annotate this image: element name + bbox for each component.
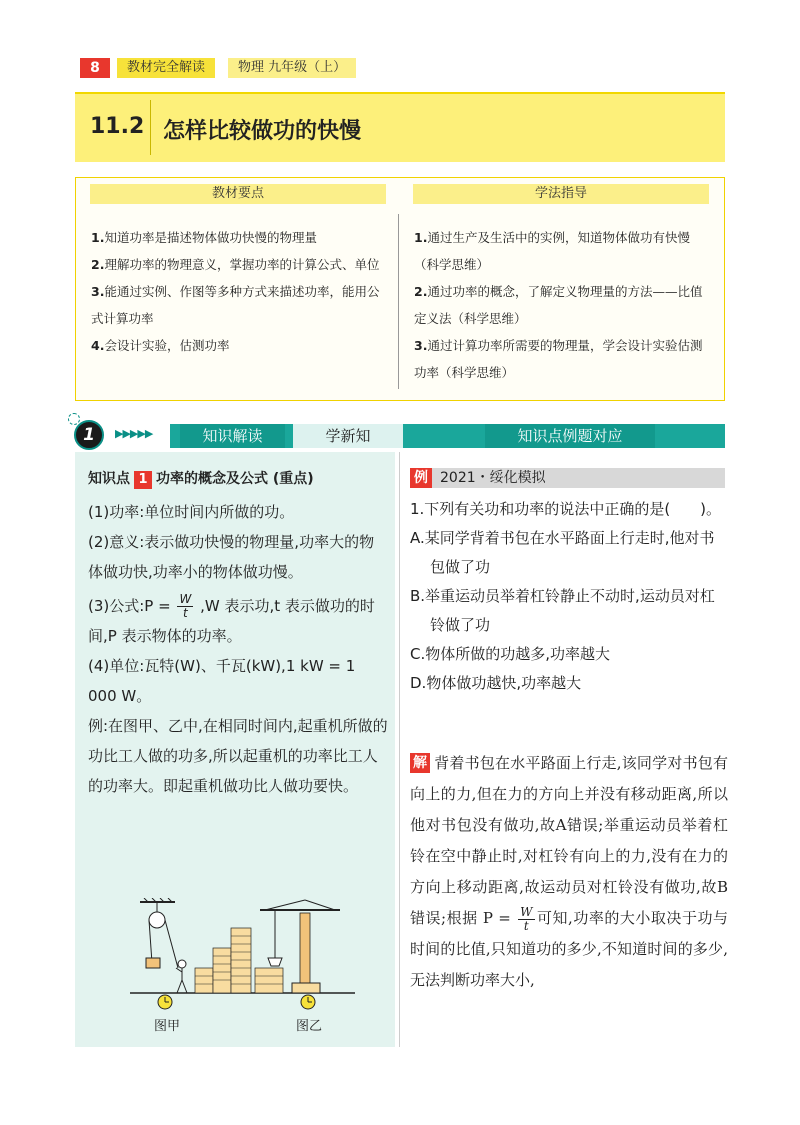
formula-fraction: $\frac{W}{t}$ <box>179 592 192 620</box>
figure-caption-b: 图乙 <box>296 1019 323 1034</box>
unit-paragraph: (4)单位:瓦特(W)、千瓦(kW),1 kW = 1 000 W。 <box>88 657 356 705</box>
example-paragraph: 例:在图甲、乙中,在相同时间内,起重机所做的功比工人做的功多,所以起重机的功率比工人的功率大。即起重机做功比人做功要快。 <box>88 717 388 795</box>
knowledge-body <box>88 497 388 801</box>
knowledge-point-number: 1 <box>134 471 152 489</box>
figure-caption-a: 图甲 <box>154 1019 181 1034</box>
key-point-item: 1.知道功率是描述物体做功快慢的物理量 <box>91 230 317 245</box>
key-points-list <box>91 224 387 359</box>
key-points-heading: 教材要点 <box>90 184 386 204</box>
comparison-illustration <box>130 898 355 1016</box>
section-title: 怎样比较做功的快慢 <box>163 119 362 144</box>
study-method-item: 1.通过生产及生活中的实例，知道物体做功有快慢（科学思维） <box>414 230 690 272</box>
formula-paragraph: (3)公式:P = $\frac{W}{t}$ ,W 表示功,t 表示做功的时间,P 表示物体的功率。 <box>88 592 375 645</box>
page-number: 8 <box>80 58 110 78</box>
book-title: 教材完全解读 <box>117 58 215 78</box>
option-c: C.物体所做的功越多,功率越大 <box>410 645 611 663</box>
title-divider <box>150 100 151 155</box>
solution-badge: 解 <box>410 753 430 773</box>
banner-label-knowledge: 知识解读 <box>180 424 285 448</box>
option-b: B.举重运动员举着杠铃静止不动时,运动员对杠铃做了功 <box>410 587 715 634</box>
banner-label-examples: 知识点例题对应 <box>485 424 655 448</box>
section-number: 11.2 <box>90 114 145 139</box>
banner-label-learn: 学新知 <box>293 424 403 448</box>
column-divider <box>399 452 400 1047</box>
definition-paragraph: (1)功率:单位时间内所做的功。 <box>88 503 295 521</box>
example-badge: 例 <box>410 468 432 488</box>
solution-fraction: $\frac{W}{t}$ <box>520 904 533 933</box>
banner-arrows-icon: ▶▶▶▶▶ <box>115 427 153 440</box>
study-method-heading: 学法指导 <box>413 184 709 204</box>
study-method-list <box>414 224 714 386</box>
question-stem: 1.下列有关功和功率的说法中正确的是( )。 <box>410 500 722 518</box>
key-points-divider <box>398 214 399 389</box>
example-source: 2021・绥化模拟 <box>440 470 546 486</box>
banner-badge: 1 <box>74 420 104 450</box>
question <box>410 495 728 698</box>
option-a: A.某同学背着书包在水平路面上行走时,他对书包做了功 <box>410 529 715 576</box>
book-subject: 物理 九年级（上） <box>228 58 356 78</box>
study-method-item: 2.通过功率的概念，了解定义物理量的方法——比值定义法（科学思维） <box>414 284 703 326</box>
knowledge-point-heading: 知识点 1 功率的概念及公式 (重点) <box>88 471 314 487</box>
key-point-item: 2.理解功率的物理意义，掌握功率的计算公式、单位 <box>91 257 380 272</box>
option-d: D.物体做功越快,功率越大 <box>410 674 582 692</box>
key-point-item: 3.能通过实例、作图等多种方式来描述功率，能用公式计算功率 <box>91 284 380 326</box>
key-point-item: 4.会设计实验，估测功率 <box>91 338 230 353</box>
meaning-paragraph: (2)意义:表示做功快慢的物理量,功率大的物体做功快,功率小的物体做功慢。 <box>88 533 375 581</box>
solution: 解 背着书包在水平路面上行走,该同学对书包有向上的力,但在力的方向上并没有移动距离,所以他对书包没有做功,故A错误;举重运动员举着杠铃在空中静止时,对杠铃有向上的力,没有在力的方向上移动距离,故运动员对杠铃没有做功,故B错误;根据 P = $\frac{W}{t}$ 可知,功率的大小取决于功与时间的比值,只知道功的多少,不知道时间的多少,无法判断功率大小, <box>410 754 728 989</box>
study-method-item: 3.通过计算功率所需要的物理量，学会设计实验估测功率（科学思维） <box>414 338 703 380</box>
